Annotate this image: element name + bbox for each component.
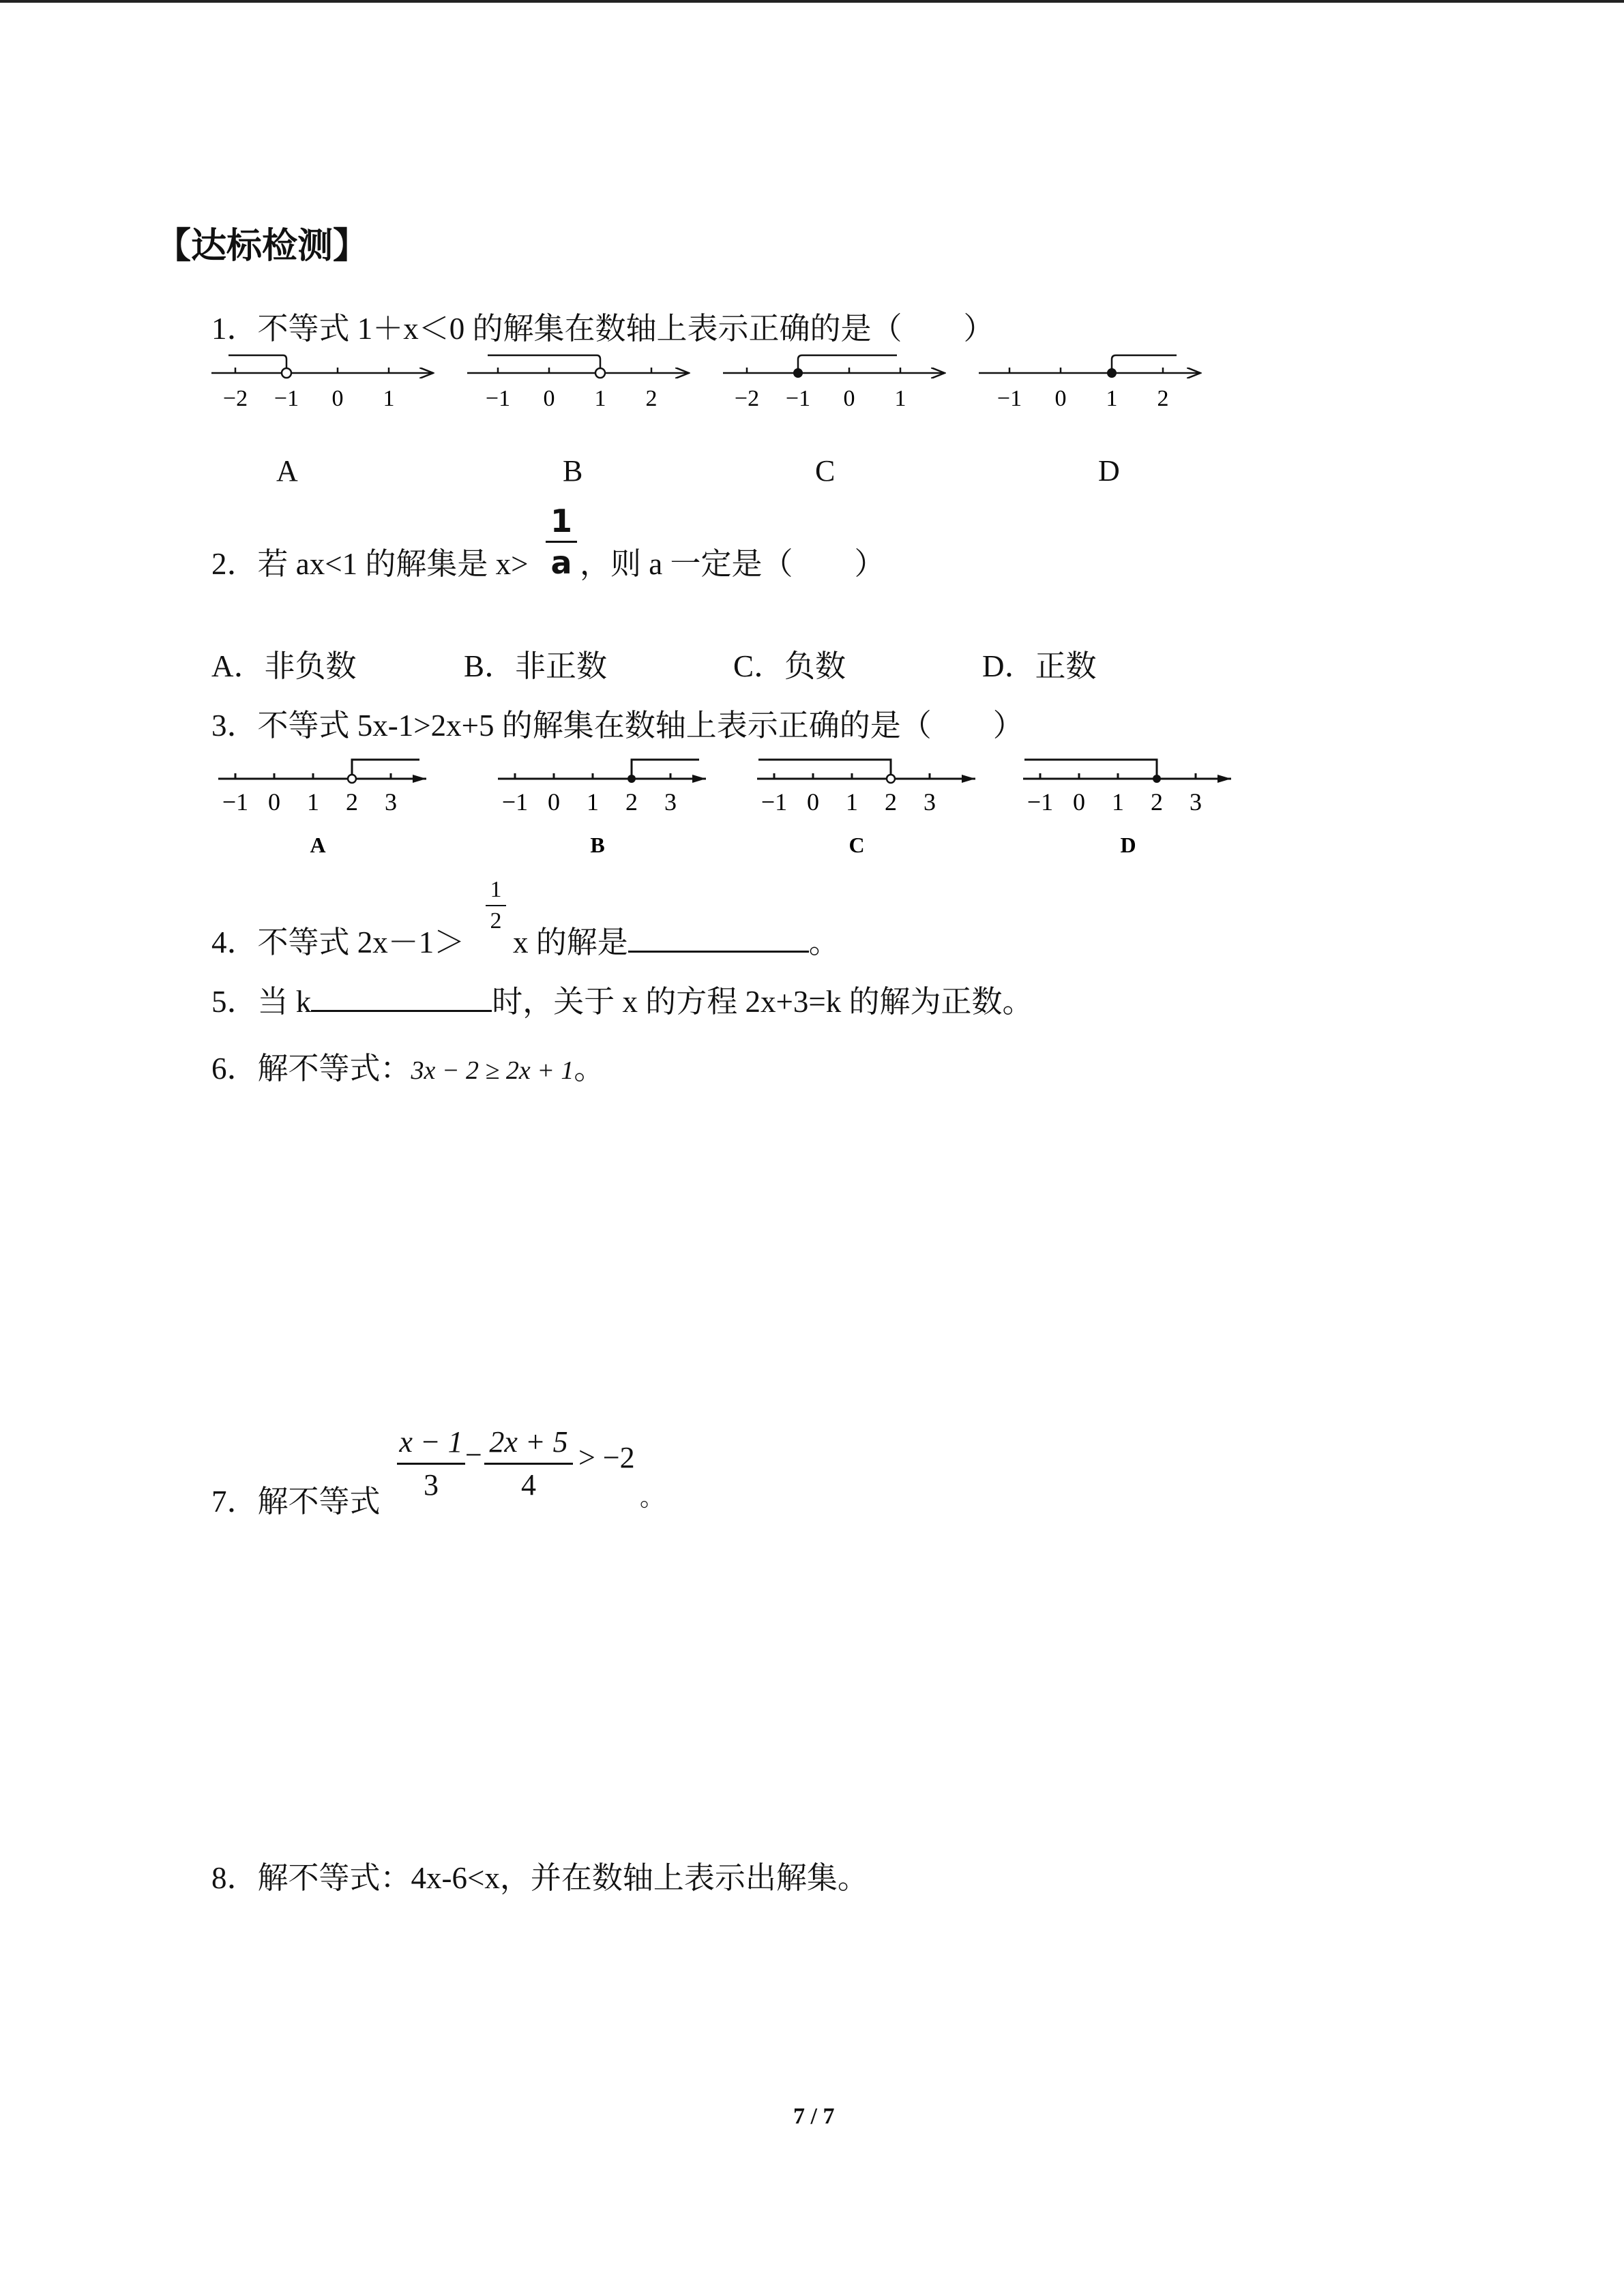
q1c-tick-label: 1	[894, 386, 906, 411]
q1b-tick-label: 2	[645, 386, 658, 411]
q1-option-a-label: A	[276, 454, 298, 488]
q2-option-a: A．非负数	[211, 649, 357, 683]
q1a-tick-label: −1	[274, 386, 299, 411]
q1d-tick-label: 1	[1106, 386, 1118, 411]
q4-fraction	[486, 875, 506, 936]
q7-fraction-2-denominator: 4	[484, 1463, 573, 1506]
q3a-tick-label: 2	[346, 788, 358, 816]
q7-fraction-1-denominator: 3	[397, 1463, 465, 1506]
question-3-text: 3．不等式 5x-1>2x+5 的解集在数轴上表示正确的是（ ）	[211, 709, 1024, 743]
q4-end-punct: 。	[808, 925, 840, 959]
q3d-tick-label: 1	[1112, 788, 1124, 816]
top-border	[0, 0, 1624, 3]
q2-fraction-denominator: a	[546, 541, 577, 582]
q3b-tick-label: 0	[548, 788, 560, 816]
question-4-suffix	[513, 917, 840, 961]
q7-fraction-1	[397, 1422, 465, 1506]
q1b-tick-label: 0	[543, 386, 555, 411]
q7-fraction-2-numerator: 2x + 5	[489, 1425, 568, 1459]
q1c-solution-ray	[798, 355, 897, 373]
q1a-tick-label: 1	[383, 386, 395, 411]
q4-fraction-numerator: 1	[490, 877, 502, 902]
q5-prefix-text: 5．当 k	[211, 985, 312, 1019]
q3a-open-dot	[348, 775, 356, 783]
q3b-tick-label: 1	[587, 788, 599, 816]
q1d-closed-dot	[1107, 368, 1117, 378]
section-title: 【达标检测】	[156, 226, 369, 267]
q3d-closed-dot	[1153, 775, 1161, 783]
q1-option-b-label: B	[563, 454, 583, 488]
q7-minus-sign: −	[465, 1438, 482, 1472]
q1a-tick-label: 0	[331, 386, 344, 411]
q1a-open-dot	[282, 368, 291, 378]
q3d-solution-ray	[1024, 760, 1157, 779]
q3a-tick-label: 1	[307, 788, 319, 816]
question-2-suffix: ，则 a 一定是（ ）	[580, 547, 885, 581]
q3-option-d-label: D	[1120, 833, 1136, 857]
q3b-tick-label: 3	[664, 788, 677, 816]
q3-number-lines	[211, 750, 1241, 866]
question-5	[211, 976, 1033, 1021]
q1d-solution-ray	[1112, 355, 1177, 373]
q1c-closed-dot	[793, 368, 803, 378]
q1b-open-dot	[595, 368, 605, 378]
q3a-tick-label: 3	[385, 788, 397, 816]
q1d-tick-label: 2	[1157, 386, 1169, 411]
q3d-tick-label: 0	[1073, 788, 1085, 816]
q3-axis-b	[498, 760, 706, 857]
q7-fraction-1-numerator: x − 1	[399, 1425, 463, 1459]
question-2-prefix: 2．若 ax<1 的解集是 x>	[211, 547, 529, 581]
q1b-tick-label: 1	[594, 386, 606, 411]
q3-option-c-label: C	[848, 833, 865, 857]
q3a-solution-ray	[352, 760, 419, 779]
q1d-tick-label: −1	[996, 386, 1022, 411]
q2-option-c: C．负数	[733, 649, 846, 683]
q4-answer-blank[interactable]	[628, 923, 809, 953]
q1c-tick-label: −2	[734, 386, 760, 411]
question-4-prefix: 4．不等式 2x－1＞	[211, 925, 465, 959]
q3a-tick-label: −1	[222, 788, 249, 816]
q3b-tick-label: 2	[625, 788, 638, 816]
question-1-text: 1．不等式 1＋x＜0 的解集在数轴上表示正确的是（ ）	[211, 312, 994, 346]
question-8-text: 8．解不等式：4x-6<x，并在数轴上表示出解集。	[211, 1861, 868, 1895]
q1-axis-d	[979, 355, 1200, 411]
page-number: 7 / 7	[793, 2104, 835, 2129]
q3-option-b-label: B	[590, 833, 605, 857]
q5-answer-blank[interactable]	[311, 983, 492, 1012]
q3d-tick-label: 3	[1190, 788, 1202, 816]
q1a-tick-label: −2	[222, 386, 248, 411]
q1-number-lines	[205, 344, 1221, 419]
q3c-tick-label: 1	[846, 788, 858, 816]
q1-option-d-label: D	[1098, 454, 1120, 488]
q1-option-c-label: C	[815, 454, 836, 488]
q3b-tick-label: −1	[501, 788, 529, 816]
q7-rhs: > −2	[578, 1441, 635, 1474]
q3c-solution-ray	[758, 760, 891, 779]
q1c-tick-label: −1	[785, 386, 811, 411]
q1a-solution-ray	[228, 355, 286, 373]
q5-suffix-text: 时，关于 x 的方程 2x+3=k 的解为正数。	[492, 985, 1033, 1019]
q3c-tick-label: 2	[885, 788, 897, 816]
q7-end-punct: 。	[640, 1484, 665, 1511]
q2-option-d: D．正数	[982, 649, 1097, 683]
q4-fraction-denominator: 2	[486, 905, 506, 936]
q6-end-punct: 。	[574, 1052, 605, 1086]
q6-formula: 3x − 2 ≥ 2x + 1	[411, 1056, 574, 1085]
question-7-prefix: 7．解不等式	[211, 1485, 381, 1519]
q2-fraction	[546, 501, 577, 582]
q3c-tick-label: −1	[761, 788, 788, 816]
q2-option-b: B．非正数	[464, 649, 608, 683]
q1c-tick-label: 0	[843, 386, 855, 411]
q1b-solution-ray	[488, 355, 600, 373]
q3b-closed-dot	[628, 775, 636, 783]
q3b-solution-ray	[632, 760, 699, 779]
q3-axis-c	[757, 760, 975, 857]
q1d-tick-label: 0	[1054, 386, 1067, 411]
q3c-open-dot	[887, 775, 895, 783]
q1-axis-c	[723, 355, 945, 411]
q3-option-a-label: A	[310, 833, 326, 857]
q6-prefix-text: 6．解不等式：	[211, 1052, 411, 1086]
q1b-tick-label: −1	[485, 386, 511, 411]
q1-axis-a	[211, 355, 433, 411]
q3-axis-a	[218, 760, 426, 857]
q3a-tick-label: 0	[268, 788, 280, 816]
q3d-tick-label: −1	[1027, 788, 1054, 816]
q3d-tick-label: 2	[1151, 788, 1163, 816]
q3c-tick-label: 3	[924, 788, 936, 816]
q7-fraction-2	[484, 1422, 573, 1506]
q1-axis-b	[467, 355, 689, 411]
question-6	[211, 1043, 604, 1088]
q3c-tick-label: 0	[807, 788, 819, 816]
q4-suffix-text: x 的解是	[513, 925, 628, 959]
q2-fraction-numerator: 1	[550, 503, 572, 539]
q3-axis-d	[1023, 760, 1231, 857]
